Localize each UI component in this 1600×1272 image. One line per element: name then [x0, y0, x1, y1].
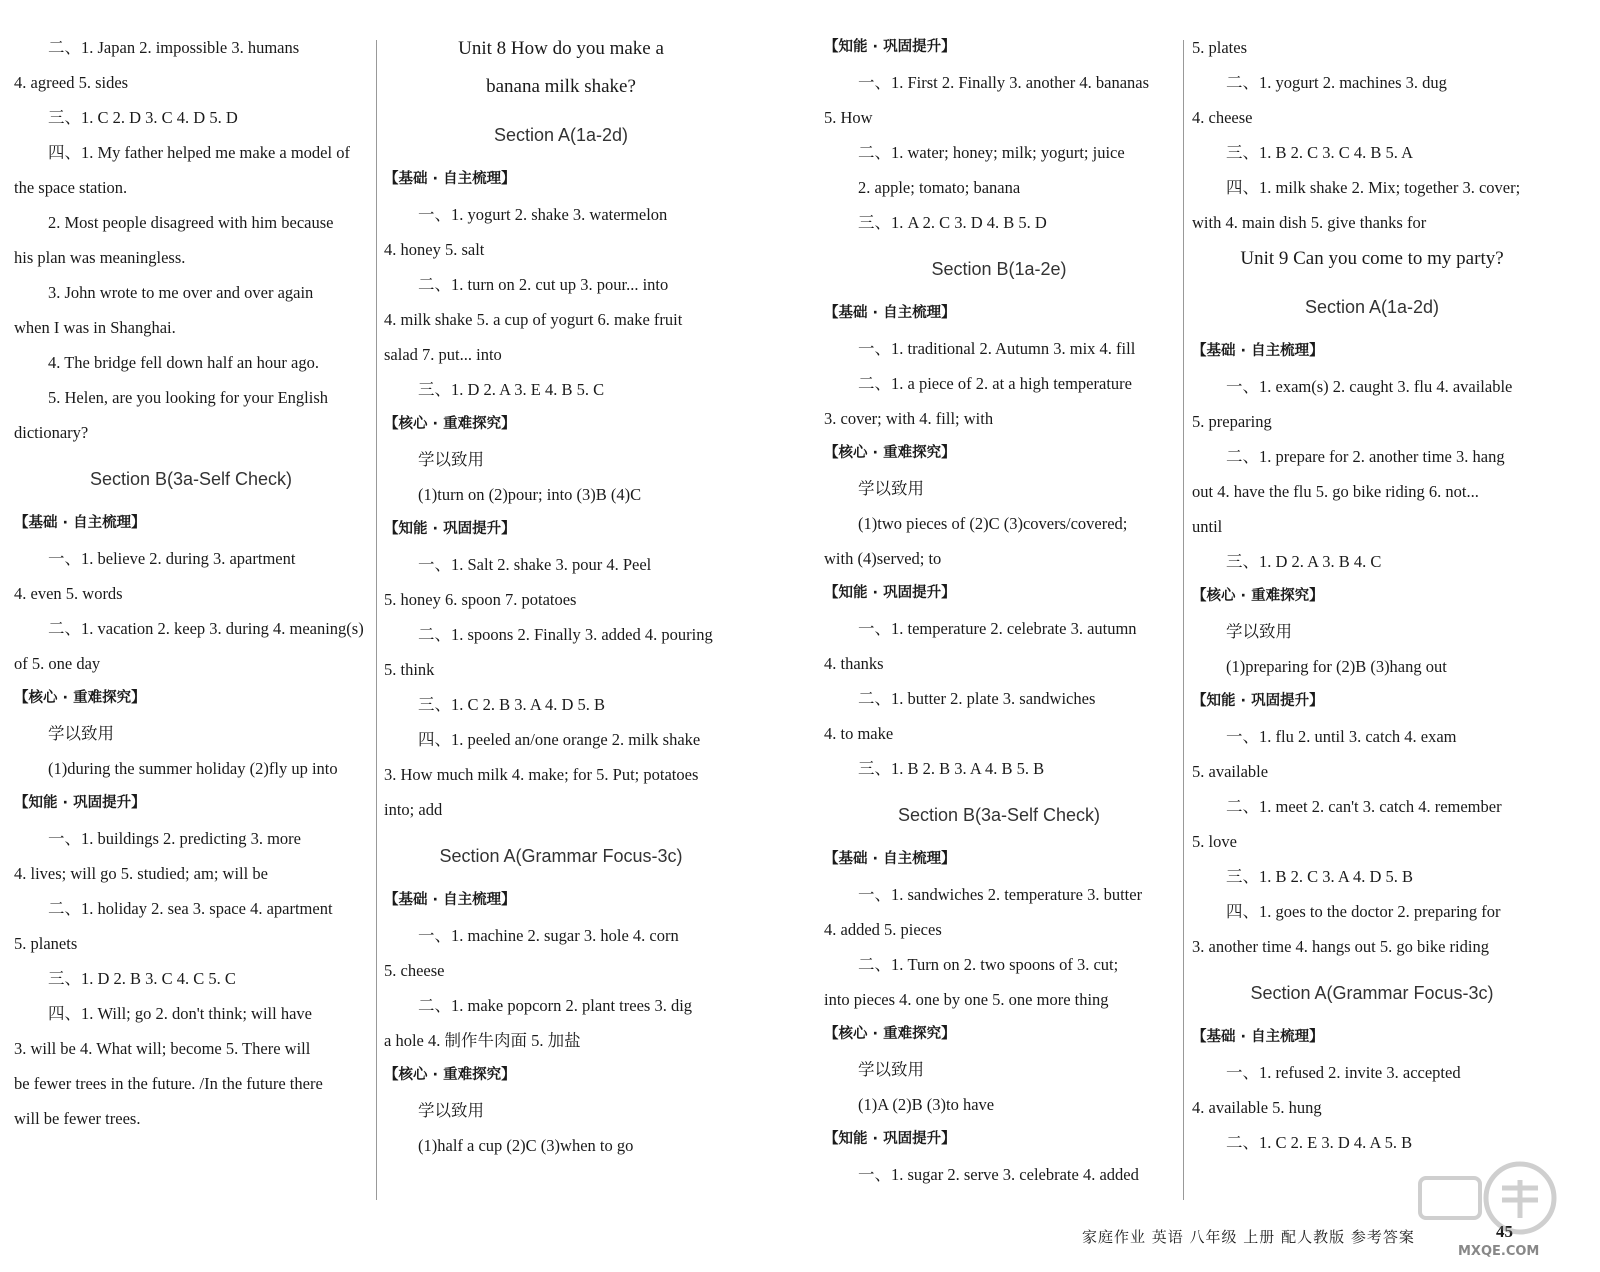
answer-line: 二、1. Turn on 2. two spoons of 3. cut;	[858, 955, 1119, 974]
category-heading: 【基础 · 自主梳理】	[824, 305, 956, 321]
answer-line: (1)preparing for (2)B (3)hang out	[1226, 657, 1447, 676]
answer-line: 4. The bridge fell down half an hour ago.	[48, 353, 319, 372]
answer-line: 三、1. B 2. C 3. C 4. B 5. A	[1226, 143, 1414, 162]
answer-line: 一、1. refused 2. invite 3. accepted	[1226, 1063, 1461, 1082]
answer-line: 5. honey 6. spoon 7. potatoes	[384, 590, 577, 609]
answer-line: 4. milk shake 5. a cup of yogurt 6. make fruit	[384, 310, 683, 329]
section-heading: Section B(1a-2e)	[931, 259, 1067, 279]
category-heading: 【知能 · 巩固提升】	[824, 1131, 956, 1147]
answer-line: 三、1. B 2. B 3. A 4. B 5. B	[858, 759, 1045, 778]
unit-title: banana milk shake?	[486, 76, 636, 97]
answer-line: 3. cover; with 4. fill; with	[824, 409, 994, 428]
answer-line: 一、1. traditional 2. Autumn 3. mix 4. fill	[858, 339, 1136, 358]
category-heading: 【基础 · 自主梳理】	[824, 851, 956, 867]
answer-column-2	[384, 30, 738, 1210]
answer-column-4	[1192, 30, 1552, 1210]
answer-line: 二、1. meet 2. can't 3. catch 4. remember	[1226, 797, 1502, 816]
answer-line: 一、1. sandwiches 2. temperature 3. butter	[858, 885, 1143, 904]
answer-line: 5. planets	[14, 934, 78, 953]
answer-line: 3. How much milk 4. make; for 5. Put; potatoes	[384, 765, 699, 784]
column-divider-2	[1183, 40, 1184, 1200]
column-divider-1	[376, 40, 377, 1200]
answer-line: 2. apple; tomato; banana	[858, 178, 1021, 197]
answer-line: 3. another time 4. hangs out 5. go bike riding	[1192, 937, 1489, 956]
answer-line: 一、1. believe 2. during 3. apartment	[48, 549, 296, 568]
answer-line: 5. preparing	[1192, 412, 1272, 431]
answer-line: 一、1. First 2. Finally 3. another 4. bananas	[858, 73, 1150, 92]
category-heading: 【基础 · 自主梳理】	[384, 892, 516, 908]
answer-line: dictionary?	[14, 423, 89, 442]
answer-line: 四、1. My father helped me make a model of	[48, 143, 350, 162]
category-heading: 【知能 · 巩固提升】	[1192, 693, 1324, 709]
answer-line: the space station.	[14, 178, 128, 197]
answer-line: a hole 4. 制作牛肉面 5. 加盐	[384, 1031, 581, 1050]
unit-title: Unit 8 How do you make a	[458, 38, 664, 59]
answer-line: 一、1. sugar 2. serve 3. celebrate 4. added	[858, 1165, 1139, 1184]
answer-line: (1)during the summer holiday (2)fly up into	[48, 759, 338, 778]
answer-line: 4. honey 5. salt	[384, 240, 485, 259]
answer-line: 5. think	[384, 660, 435, 679]
answer-line: 二、1. water; honey; milk; yogurt; juice	[858, 143, 1125, 162]
answer-line: 二、1. butter 2. plate 3. sandwiches	[858, 689, 1096, 708]
category-heading: 【核心 · 重难探究】	[384, 1067, 516, 1083]
answer-line: 4. lives; will go 5. studied; am; will be	[14, 864, 268, 883]
answer-line: 二、1. spoons 2. Finally 3. added 4. pouring	[418, 625, 713, 644]
section-heading: Section B(3a-Self Check)	[89, 469, 293, 489]
answer-line: 4. cheese	[1192, 108, 1253, 127]
answer-line: salad 7. put... into	[384, 345, 502, 364]
answer-line: 学以致用	[858, 479, 924, 498]
category-heading: 【基础 · 自主梳理】	[14, 515, 146, 531]
answer-line: 学以致用	[48, 724, 114, 743]
category-heading: 【知能 · 巩固提升】	[384, 521, 516, 537]
answer-line: 3. John wrote to me over and over again	[48, 283, 314, 302]
category-heading: 【基础 · 自主梳理】	[1192, 1029, 1324, 1045]
answer-line: 二、1. turn on 2. cut up 3. pour... into	[418, 275, 669, 294]
answer-line: 一、1. exam(s) 2. caught 3. flu 4. available	[1226, 377, 1513, 396]
category-heading: 【知能 · 巩固提升】	[824, 39, 956, 55]
category-heading: 【基础 · 自主梳理】	[384, 171, 516, 187]
category-heading: 【知能 · 巩固提升】	[824, 585, 956, 601]
answer-line: 5. cheese	[384, 961, 445, 980]
answer-line: 3. will be 4. What will; become 5. There will	[14, 1039, 311, 1058]
answer-line: 5. love	[1192, 832, 1237, 851]
answer-line: 四、1. peeled an/one orange 2. milk shake	[418, 730, 701, 749]
answer-line: (1)two pieces of (2)C (3)covers/covered;	[858, 514, 1128, 533]
section-heading: Section B(3a-Self Check)	[897, 805, 1101, 825]
answer-line: into pieces 4. one by one 5. one more thing	[824, 990, 1109, 1009]
answer-line: of 5. one day	[14, 654, 101, 673]
answer-line: 二、1. C 2. E 3. D 4. A 5. B	[1226, 1133, 1413, 1152]
answer-line: 二、1. Japan 2. impossible 3. humans	[48, 38, 300, 57]
answer-line: will be fewer trees.	[14, 1109, 141, 1128]
answer-line: 4. to make	[824, 724, 894, 743]
answer-line: 二、1. prepare for 2. another time 3. hang	[1226, 447, 1505, 466]
answer-line: 一、1. flu 2. until 3. catch 4. exam	[1226, 727, 1457, 746]
answer-line: be fewer trees in the future. /In the future there	[14, 1074, 323, 1093]
answer-line: 四、1. Will; go 2. don't think; will have	[48, 1004, 312, 1023]
answer-line: 学以致用	[418, 450, 484, 469]
section-heading: Section A(Grammar Focus-3c)	[1250, 983, 1494, 1003]
answer-line: 三、1. C 2. B 3. A 4. D 5. B	[418, 695, 606, 714]
category-heading: 【知能 · 巩固提升】	[14, 795, 146, 811]
answer-column-1	[14, 30, 368, 1210]
answer-line: 一、1. temperature 2. celebrate 3. autumn	[858, 619, 1137, 638]
unit-title: Unit 9 Can you come to my party?	[1240, 248, 1504, 269]
answer-line: 学以致用	[418, 1101, 484, 1120]
watermark-logo-icon	[1410, 1158, 1560, 1258]
watermark-text: MXQE.COM	[1458, 1244, 1540, 1259]
section-heading: Section A(1a-2d)	[1304, 297, 1440, 317]
answer-line: 三、1. D 2. A 3. E 4. B 5. C	[418, 380, 605, 399]
answer-line: into; add	[384, 800, 443, 819]
answer-line: 四、1. goes to the doctor 2. preparing for	[1226, 902, 1501, 921]
answer-line: with 4. main dish 5. give thanks for	[1192, 213, 1427, 232]
answer-line: 5. How	[824, 108, 873, 127]
answer-line: out 4. have the flu 5. go bike riding 6. not...	[1192, 482, 1479, 501]
category-heading: 【核心 · 重难探究】	[824, 1026, 956, 1042]
answer-line: 二、1. yogurt 2. machines 3. dug	[1226, 73, 1447, 92]
answer-line: until	[1192, 517, 1223, 536]
answer-line: with (4)served; to	[824, 549, 942, 568]
page-number: 45	[1496, 1222, 1513, 1241]
answer-line: 三、1. D 2. B 3. C 4. C 5. C	[48, 969, 236, 988]
section-heading: Section A(1a-2d)	[493, 125, 629, 145]
answer-line: 二、1. a piece of 2. at a high temperature	[858, 374, 1132, 393]
answer-line: 5. plates	[1192, 38, 1247, 57]
answer-line: (1)half a cup (2)C (3)when to go	[418, 1136, 634, 1155]
answer-line: 学以致用	[858, 1060, 924, 1079]
answer-line: 二、1. holiday 2. sea 3. space 4. apartment	[48, 899, 333, 918]
category-heading: 【核心 · 重难探究】	[824, 445, 956, 461]
answer-line: 三、1. A 2. C 3. D 4. B 5. D	[858, 213, 1047, 232]
answer-line: 4. agreed 5. sides	[14, 73, 129, 92]
answer-line: 4. available 5. hung	[1192, 1098, 1322, 1117]
answer-line: 二、1. vacation 2. keep 3. during 4. meaning(s)	[48, 619, 364, 638]
answer-line: 5. available	[1192, 762, 1269, 781]
answer-line: (1)A (2)B (3)to have	[858, 1095, 995, 1114]
answer-line: when I was in Shanghai.	[14, 318, 176, 337]
answer-line: 二、1. make popcorn 2. plant trees 3. dig	[418, 996, 693, 1015]
answer-line: 四、1. milk shake 2. Mix; together 3. cover;	[1226, 178, 1521, 197]
answer-column-3	[824, 30, 1174, 1210]
answer-line: 一、1. yogurt 2. shake 3. watermelon	[418, 205, 668, 224]
answer-line: 一、1. Salt 2. shake 3. pour 4. Peel	[418, 555, 652, 574]
answer-line: 三、1. B 2. C 3. A 4. D 5. B	[1226, 867, 1414, 886]
page-footer: 家庭作业 英语 八年级 上册 配人教版 参考答案	[1082, 1228, 1415, 1246]
answer-line: (1)turn on (2)pour; into (3)B (4)C	[418, 485, 642, 504]
answer-line: 5. Helen, are you looking for your English	[48, 388, 328, 407]
section-heading: Section A(Grammar Focus-3c)	[439, 846, 683, 866]
category-heading: 【核心 · 重难探究】	[14, 690, 146, 706]
category-heading: 【核心 · 重难探究】	[1192, 588, 1324, 604]
category-heading: 【核心 · 重难探究】	[384, 416, 516, 432]
answer-line: 4. even 5. words	[14, 584, 123, 603]
answer-line: 4. thanks	[824, 654, 884, 673]
answer-line: 一、1. buildings 2. predicting 3. more	[48, 829, 301, 848]
category-heading: 【基础 · 自主梳理】	[1192, 343, 1324, 359]
answer-line: 学以致用	[1226, 622, 1292, 641]
answer-line: 一、1. machine 2. sugar 3. hole 4. corn	[418, 926, 679, 945]
answer-line: 三、1. C 2. D 3. C 4. D 5. D	[48, 108, 238, 127]
answer-line: 4. added 5. pieces	[824, 920, 942, 939]
answer-line: 三、1. D 2. A 3. B 4. C	[1226, 552, 1382, 571]
answer-line: 2. Most people disagreed with him because	[48, 213, 334, 232]
answer-line: his plan was meaningless.	[14, 248, 186, 267]
